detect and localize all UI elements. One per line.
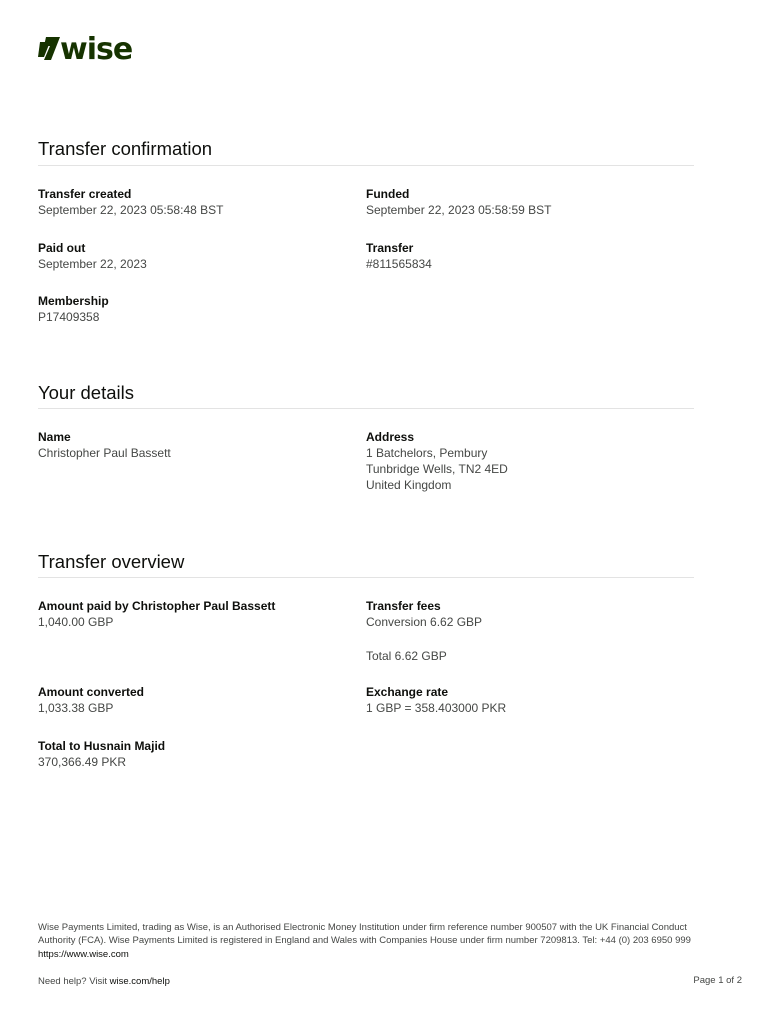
address-line: United Kingdom xyxy=(366,478,452,492)
address-line: Tunbridge Wells, TN2 4ED xyxy=(366,462,508,476)
field-value: Christopher Paul Bassett xyxy=(38,446,171,460)
section-divider xyxy=(38,165,694,166)
field-value: 1,033.38 GBP xyxy=(38,701,114,715)
field-label: Amount converted xyxy=(38,685,145,699)
field-value: #811565834 xyxy=(366,257,432,271)
field-amount-converted xyxy=(38,684,144,716)
field-value: 1 GBP = 358.403000 PKR xyxy=(366,701,507,715)
field-label: Transfer xyxy=(366,241,414,255)
field-total-to-recipient xyxy=(38,738,165,770)
website-link[interactable]: https://www.wise.com xyxy=(38,948,129,960)
field-label: Paid out xyxy=(38,241,86,255)
field-exchange-rate xyxy=(366,684,506,716)
wise-logo xyxy=(38,34,150,64)
help-prefix: Need help? Visit xyxy=(38,976,108,987)
section-title-your-details: Your details xyxy=(38,382,134,403)
field-label: Transfer created xyxy=(38,187,132,201)
fee-conversion: Conversion 6.62 GBP xyxy=(366,615,483,629)
field-label: Funded xyxy=(366,187,410,201)
legal-text: Wise Payments Limited, trading as Wise, is an Authorised Electronic Money Institution under firm reference number 900507 with the UK Financial Conduct Authority (FCA). Wise Payments Limited is registered in England and Wales with Companies House under firm number 7209813. Tel: +44 (0) 203 6950 999 xyxy=(38,922,691,947)
field-value: P17409358 xyxy=(38,310,100,324)
field-membership xyxy=(38,293,109,325)
field-label: Name xyxy=(38,430,71,444)
section-title-transfer-overview: Transfer overview xyxy=(38,551,185,572)
legal-footer xyxy=(38,921,698,961)
field-label: Transfer fees xyxy=(366,599,441,613)
field-value: September 22, 2023 05:58:48 BST xyxy=(38,203,224,217)
field-transfer-id xyxy=(366,240,432,272)
field-value: 370,366.49 PKR xyxy=(38,755,127,769)
fee-total: Total 6.62 GBP xyxy=(366,649,447,663)
wise-logo-mark xyxy=(38,34,150,64)
field-label: Total to Husnain Majid xyxy=(38,739,166,753)
section-divider xyxy=(38,408,694,409)
field-label: Membership xyxy=(38,294,109,308)
section-divider xyxy=(38,577,694,578)
field-transfer-fees xyxy=(366,598,482,664)
field-label: Amount paid by Christopher Paul Bassett xyxy=(38,599,276,613)
field-amount-paid xyxy=(38,598,275,630)
address-line: 1 Batchelors, Pembury xyxy=(366,446,488,460)
section-title-transfer-confirmation: Transfer confirmation xyxy=(38,138,213,159)
help-link[interactable]: wise.com/help xyxy=(109,976,170,987)
field-funded xyxy=(366,186,551,218)
field-value: 1,040.00 GBP xyxy=(38,615,114,629)
field-label: Exchange rate xyxy=(366,685,449,699)
help-line xyxy=(38,976,170,987)
field-value: September 22, 2023 05:58:59 BST xyxy=(366,203,552,217)
field-value: September 22, 2023 xyxy=(38,257,147,271)
field-name xyxy=(38,429,171,461)
field-transfer-created xyxy=(38,186,223,218)
field-paid-out xyxy=(38,240,147,272)
field-address xyxy=(366,429,508,493)
page-number: Page 1 of 2 xyxy=(693,975,742,986)
field-label: Address xyxy=(366,430,415,444)
svg-text:wise: wise xyxy=(60,34,133,64)
